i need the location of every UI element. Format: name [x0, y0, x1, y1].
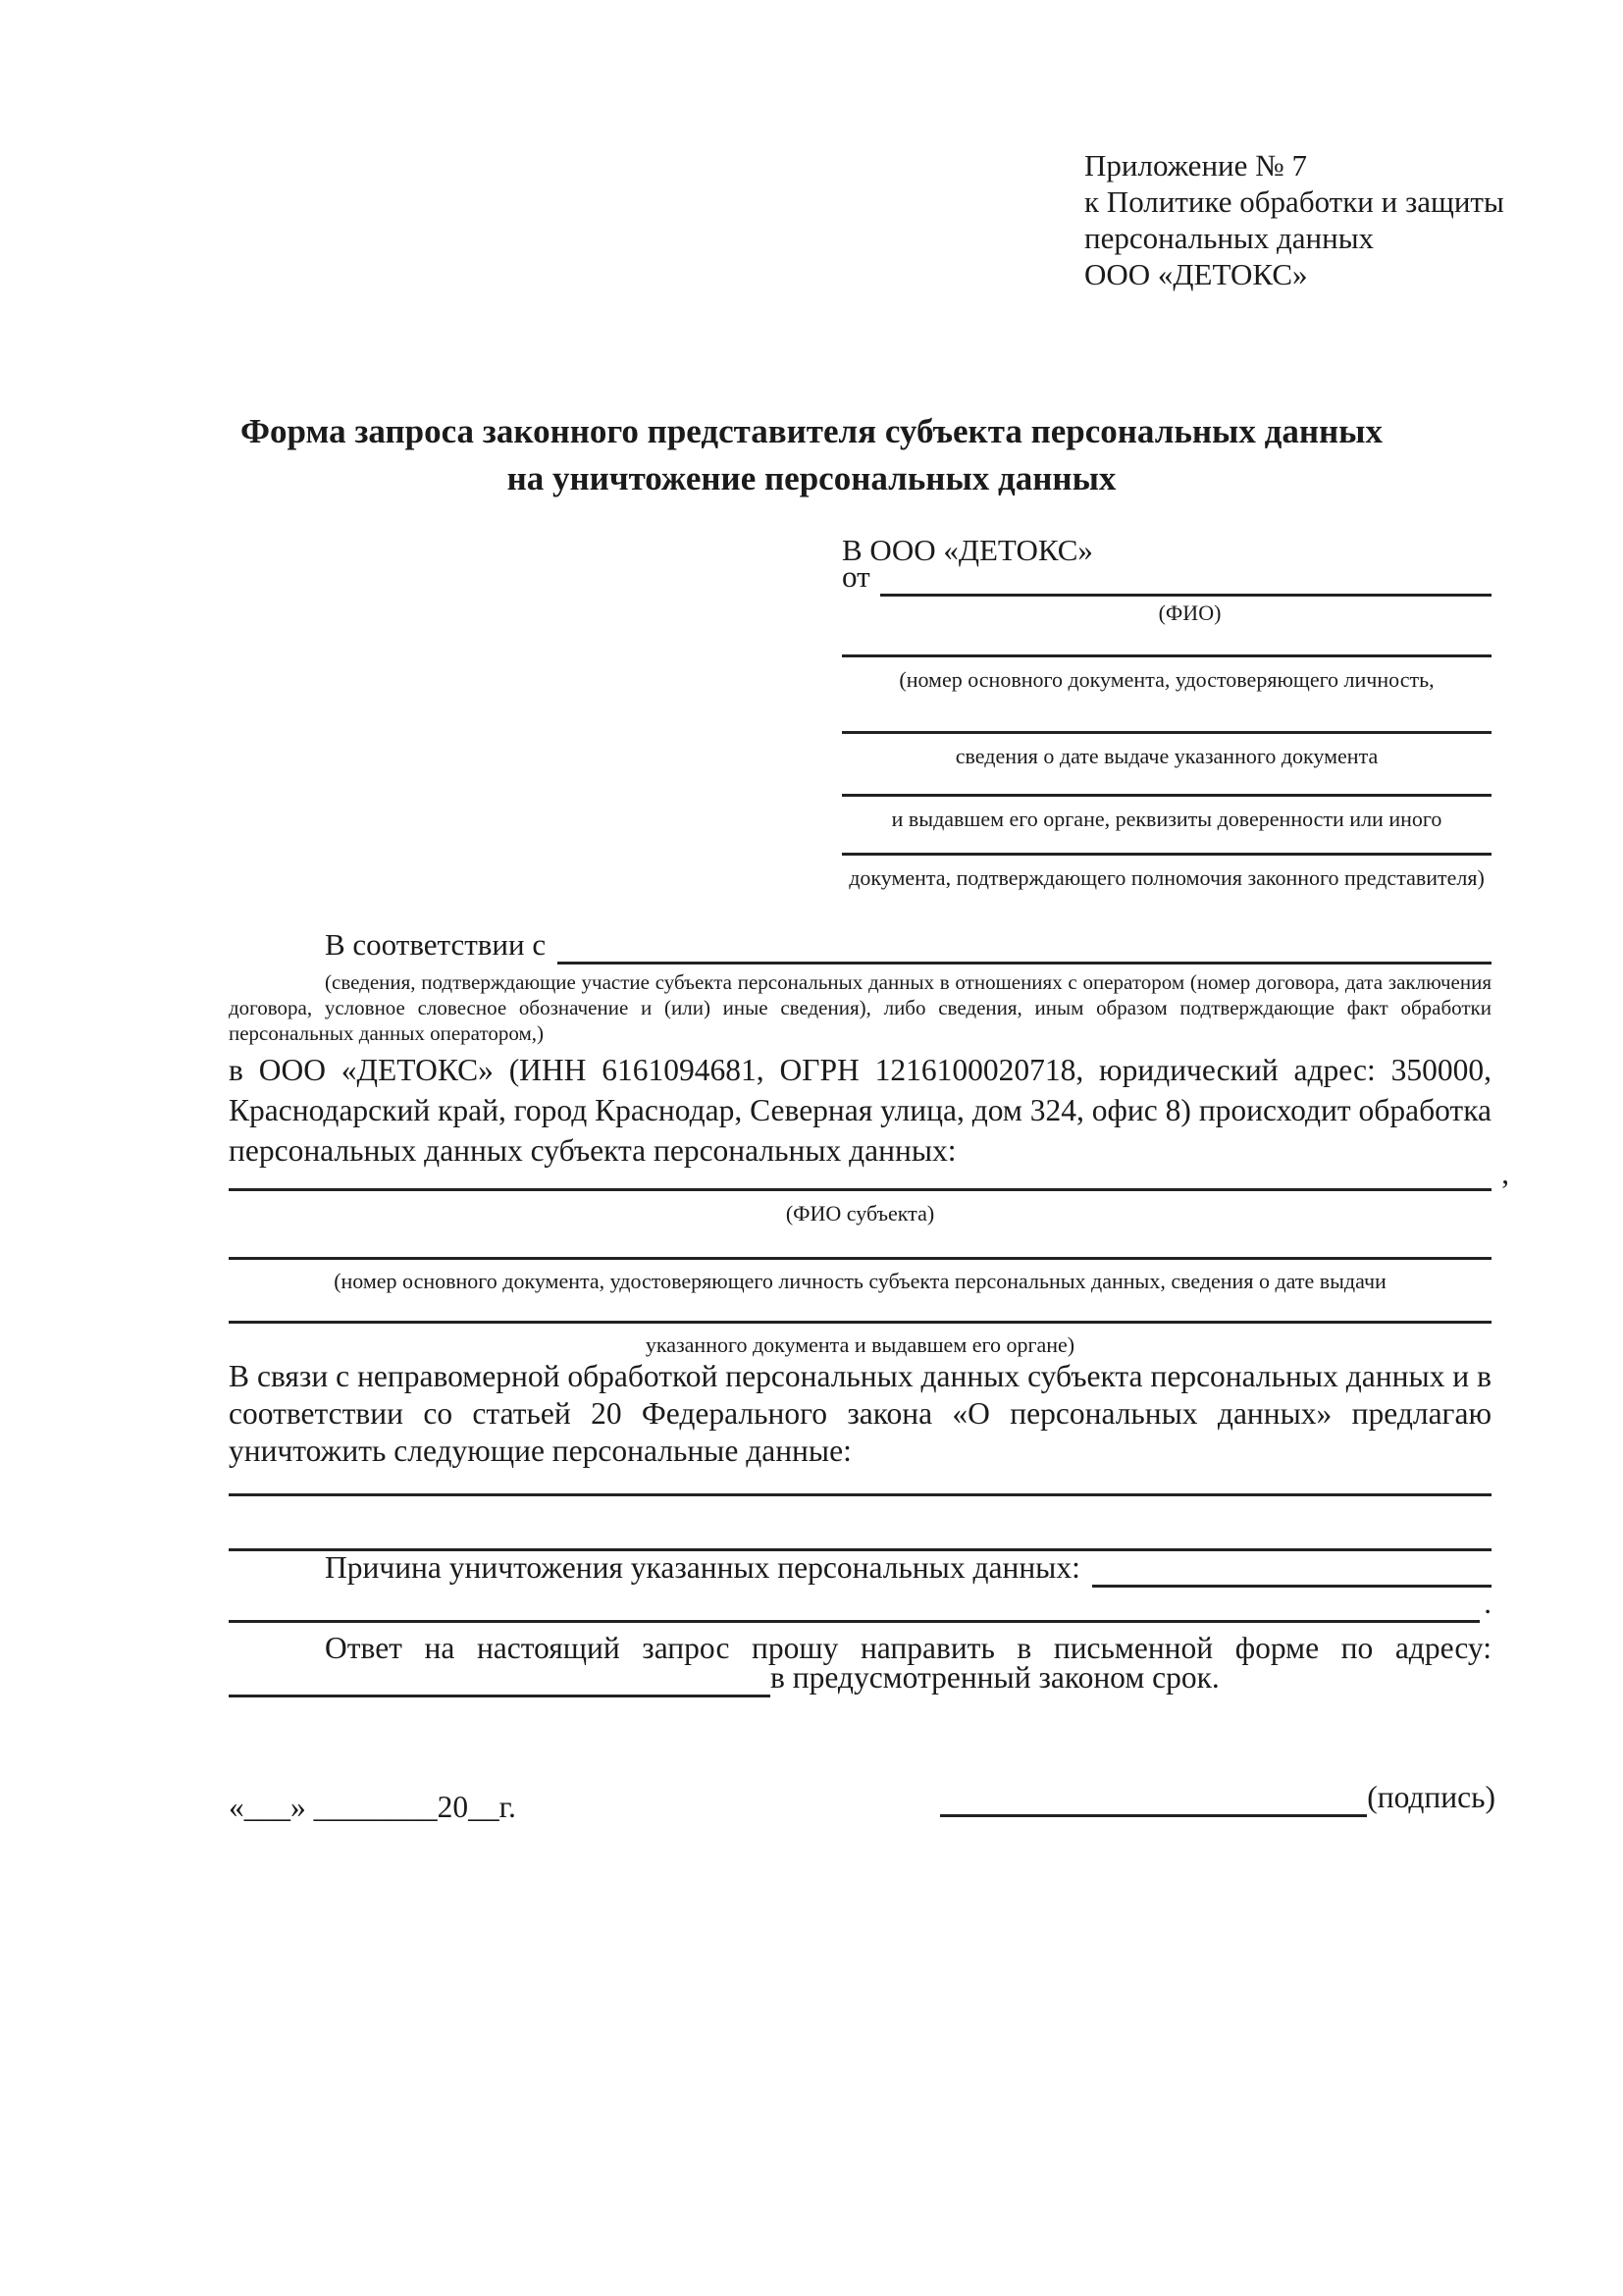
subject-fio-blank-field[interactable] — [229, 1156, 1509, 1191]
subject-fio-caption: (ФИО субъекта) — [785, 1201, 935, 1226]
appendix-line: ООО «ДЕТОКС» — [1084, 257, 1308, 291]
subject-doc-caption-2: указанного документа и выдавшем его органе) — [645, 1332, 1075, 1357]
reason-blank-field[interactable] — [1092, 1577, 1492, 1588]
reply-paragraph: Ответ на настоящий запрос прошу направить в письменной форме по адресу: — [325, 1631, 1492, 1665]
reason-label: Причина уничтожения указанных персональных данных: — [325, 1550, 1080, 1585]
from-label: от — [842, 559, 870, 594]
signature-blank-field[interactable] — [940, 1806, 1367, 1817]
reason-continuation-row — [229, 1586, 1492, 1623]
date-blank-field[interactable]: «___» ________20__г. — [229, 1790, 516, 1824]
representative-doc-blank-field[interactable] — [842, 853, 1492, 856]
request-paragraph: В связи с неправомерной обработкой персональных данных субъекта персональных данных и в соответствии со статьей 20 Федерального закона «О персональных данных» предлагаю уничтожить следующие персональные данные: — [229, 1359, 1492, 1468]
data-to-destroy-blank-field[interactable] — [229, 1493, 1492, 1496]
blank-caption-2: сведения о дате выдаче указанного документа — [955, 744, 1379, 768]
accordance-row — [229, 927, 1492, 965]
appendix-line: Приложение № 7 — [1084, 148, 1307, 183]
addressee-to: В ООО «ДЕТОКС» — [842, 533, 1093, 567]
appendix-header — [1084, 147, 1506, 292]
from-row — [842, 559, 1492, 597]
signature-row — [940, 1780, 1495, 1817]
fio-caption: (ФИО) — [1158, 600, 1222, 625]
page-title-line2: на уничтожение персональных данных — [506, 459, 1117, 497]
operator-paragraph: в ООО «ДЕТОКС» (ИНН 6161094681, ОГРН 1216100020718, юридический адрес: 350000, Краснодарский край, город Краснодар, Северная улица, дом 324, офис 8) происходит обработка персональных данных субъекта персональных данных: — [229, 1053, 1492, 1168]
accordance-note: (сведения, подтверждающие участие субъекта персональных данных в отношениях с оператором (номер договора, дата заключения договора, условное словесное обозначение и (или) иные сведения), либо сведения, иным образом подтверждающие факт обработки персональных данных оператором,) — [229, 970, 1492, 1045]
signature-caption: (подпись) — [1367, 1780, 1495, 1814]
blank-caption-4: документа, подтверждающего полномочия законного представителя) — [849, 865, 1485, 890]
accordance-label: В соответствии с — [325, 927, 547, 962]
representative-doc-blank-field[interactable] — [842, 654, 1492, 657]
subject-doc-blank-field[interactable] — [229, 1257, 1492, 1260]
blank-caption-3: и выдавшем его органе, реквизиты доверенности или иного — [891, 807, 1442, 831]
appendix-line: персональных данных — [1084, 221, 1375, 255]
accordance-blank-field[interactable] — [557, 954, 1492, 965]
page-title-line1: Форма запроса законного представителя субъекта персональных данных — [240, 412, 1383, 450]
blank-caption-1: (номер основного документа, удостоверяющего личность, — [899, 667, 1435, 692]
reply-address-row — [229, 1660, 1492, 1697]
subject-doc-blank-field[interactable] — [229, 1321, 1492, 1324]
period-after-line: . — [1484, 1586, 1492, 1620]
representative-doc-blank-field[interactable] — [842, 731, 1492, 734]
subject-doc-caption-1: (номер основного документа, удостоверяющего личность субъекта персональных данных, сведения о дате выдачи — [334, 1269, 1387, 1293]
reason-row — [229, 1550, 1492, 1588]
reason-blank-field[interactable] — [229, 1612, 1480, 1623]
reply-address-blank-field[interactable] — [229, 1687, 770, 1697]
page-title — [131, 408, 1492, 502]
reply-tail: в предусмотренный законом срок. — [770, 1660, 1220, 1695]
appendix-line: к Политике обработки и защиты — [1084, 184, 1504, 219]
representative-doc-blank-field[interactable] — [842, 794, 1492, 797]
from-fio-blank-field[interactable] — [880, 586, 1492, 597]
comma-after-line: , — [1501, 1156, 1509, 1190]
